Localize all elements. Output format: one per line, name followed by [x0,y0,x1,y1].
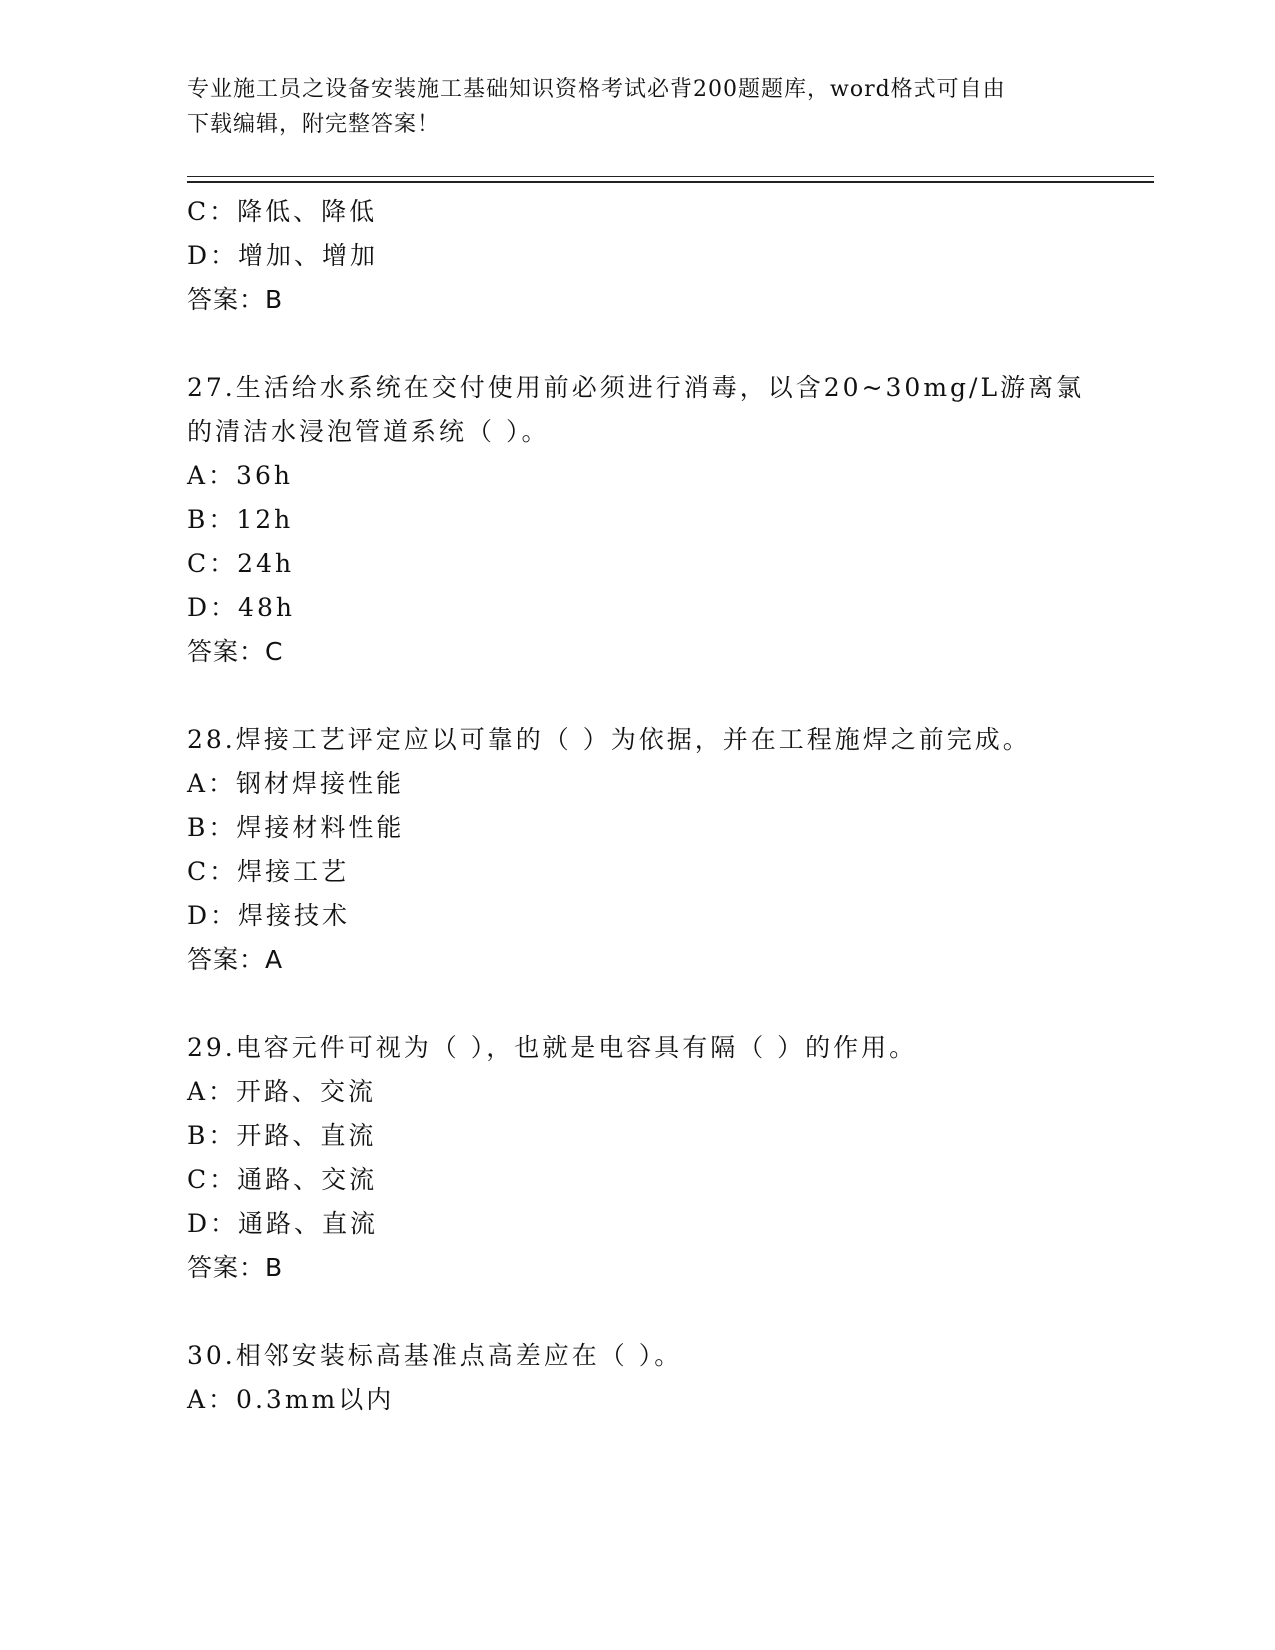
option-a-q29: A：开路、交流 [187,1077,377,1106]
question-28-stem: 28.焊接工艺评定应以可靠的（ ）为依据，并在工程施焊之前完成。 [187,725,1031,754]
answer-q27: 答案：C [187,637,284,666]
question-29-stem: 29.电容元件可视为（ ），也就是电容具有隔（ ）的作用。 [187,1033,918,1062]
option-b-q27: B：12h [187,505,294,534]
header-title-line-1: 专业施工员之设备安装施工基础知识资格考试必背200题题库，word格式可自由 [187,77,1006,102]
answer-q29: 答案：B [187,1253,284,1282]
option-d-q28: D：焊接技术 [187,901,351,930]
option-c-q29: C：通路、交流 [187,1165,378,1194]
option-b-q28: B：焊接材料性能 [187,813,405,842]
question-27-stem-line-1: 27.生活给水系统在交付使用前必须进行消毒，以含20~30mg/L游离氯 [187,373,1085,402]
option-d-q27: D：48h [187,593,295,622]
answer-q28: 答案：A [187,945,284,974]
answer-q26: 答案：B [187,285,284,314]
header-rule-bottom [187,181,1154,183]
option-c-q28: C：焊接工艺 [187,857,350,886]
option-a-q30: A：0.3mm以内 [187,1385,395,1414]
option-d-q26: D：增加、增加 [187,241,379,270]
option-a-q27: A：36h [187,461,293,490]
option-c-q27: C：24h [187,549,295,578]
header-rule-top [187,176,1154,177]
option-b-q29: B：开路、直流 [187,1121,377,1150]
question-30-stem: 30.相邻安装标高基准点高差应在（ ）。 [187,1341,683,1370]
option-c-q26: C：降低、降低 [187,197,378,226]
question-27-stem-line-2: 的清洁水浸泡管道系统（ ）。 [187,417,550,446]
header-title-line-2: 下载编辑，附完整答案！ [187,112,441,137]
document-header [187,72,1077,142]
option-d-q29: D：通路、直流 [187,1209,379,1238]
option-a-q28: A：钢材焊接性能 [187,769,405,798]
